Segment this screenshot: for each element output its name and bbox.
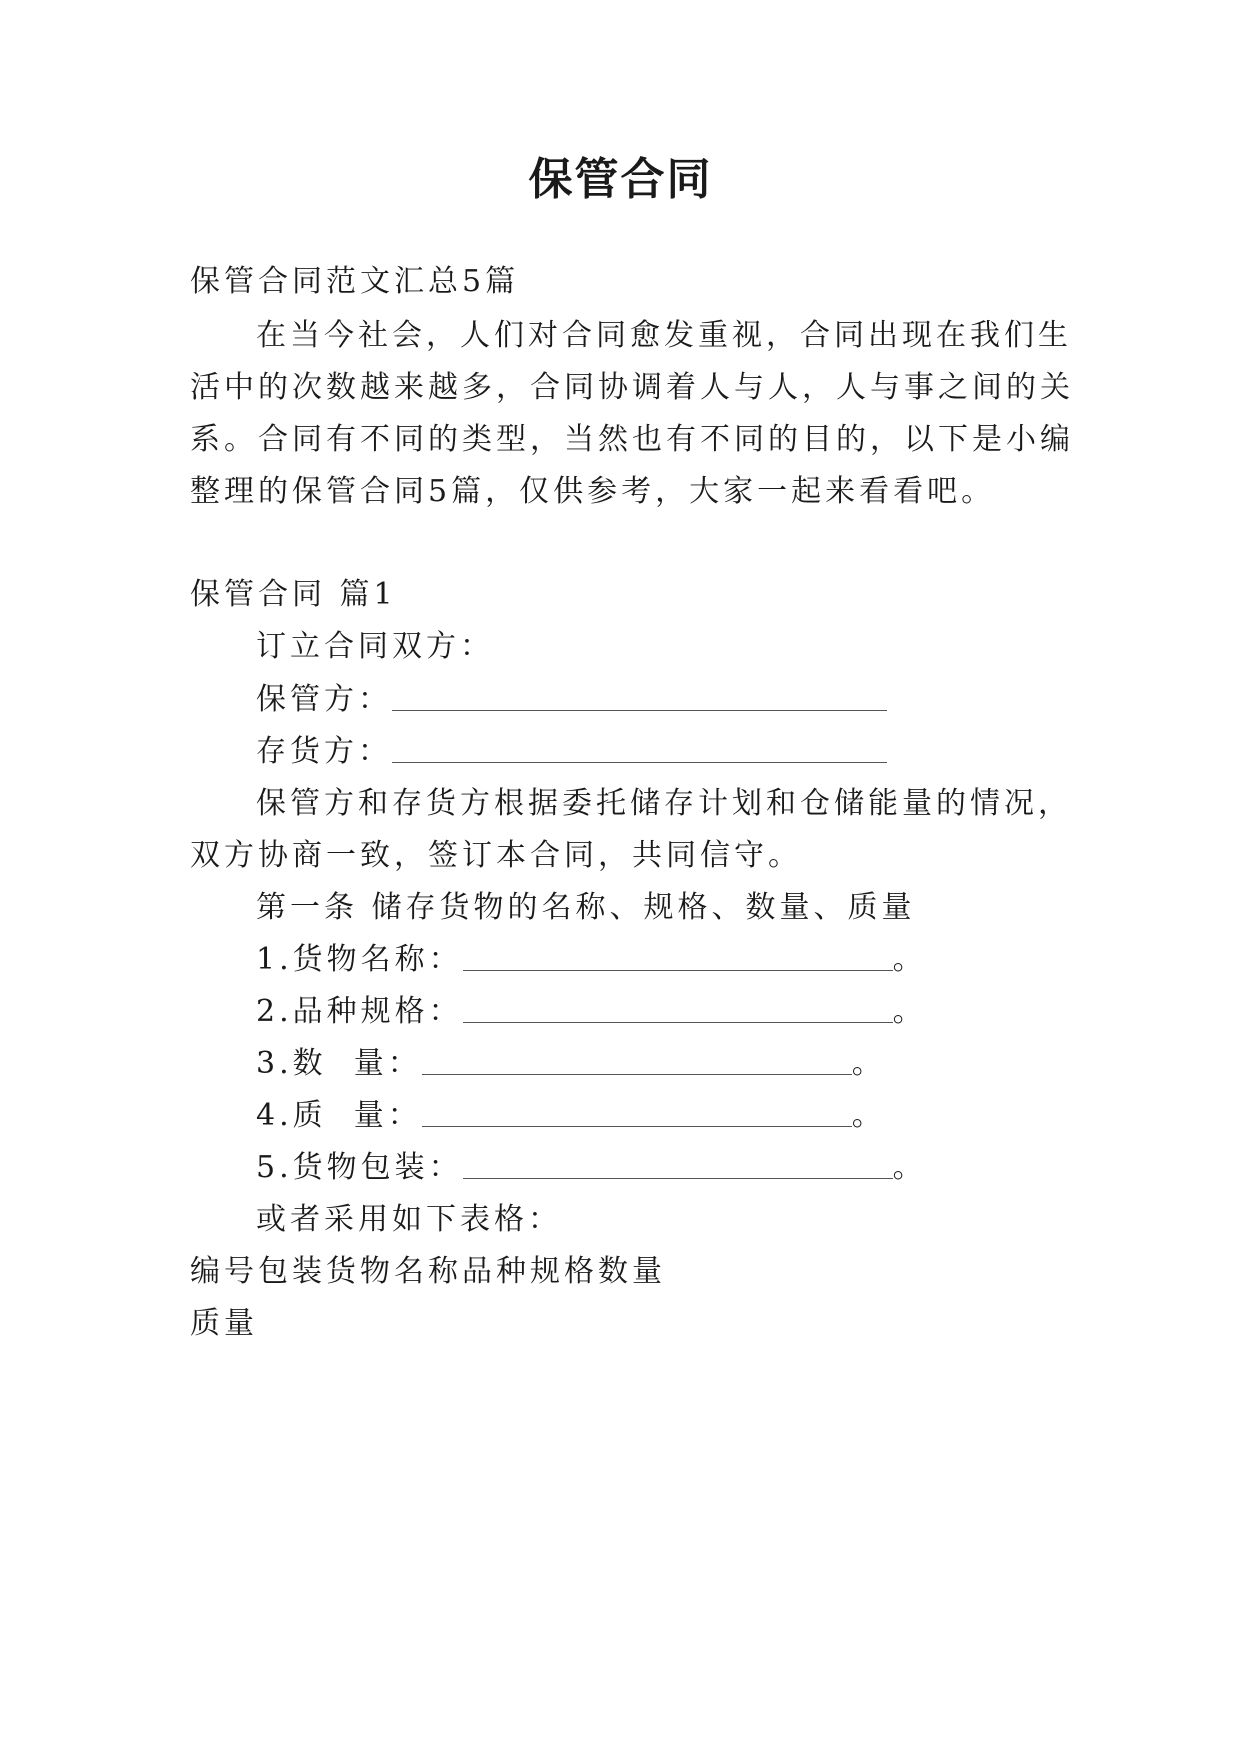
intro-line-4: 整理的保管合同5篇，仅供参考，大家一起来看看吧。 (190, 474, 996, 509)
agreement-line-1: 保管方和存货方根据委托储存计划和仓储能量的情况， (256, 786, 1072, 821)
custodian-label: 保管方： (256, 682, 392, 717)
document-subtitle: 保管合同范文汇总5篇 (190, 264, 520, 299)
item-end-5: 。 (892, 1150, 927, 1185)
item-blank-5 (463, 1152, 893, 1179)
item-end-4: 。 (851, 1098, 886, 1133)
table-intro: 或者采用如下表格： (256, 1202, 562, 1237)
depositor-blank (392, 736, 887, 763)
item-end-3: 。 (851, 1046, 886, 1081)
item-blank-2 (463, 996, 893, 1023)
item-line-1 (256, 940, 927, 980)
agreement-line-2: 双方协商一致，签订本合同，共同信守。 (190, 838, 802, 873)
table-header-line-1: 编号包装货物名称品种规格数量 (190, 1254, 666, 1289)
document-title: 保管合同 (528, 154, 713, 205)
item-line-3 (256, 1044, 886, 1084)
section-heading: 保管合同 篇1 (190, 577, 397, 612)
intro-line-1: 在当今社会，人们对合同愈发重视，合同出现在我们生 (256, 318, 1072, 353)
item-line-2 (256, 992, 927, 1032)
item-blank-1 (463, 944, 893, 971)
item-blank-3 (422, 1048, 852, 1075)
item-end-1: 。 (892, 942, 927, 977)
custodian-line (256, 680, 887, 720)
custodian-blank (392, 684, 887, 711)
item-line-4 (256, 1096, 886, 1136)
item-label-4: 4.质 量： (256, 1098, 422, 1133)
table-header-line-2: 质量 (190, 1306, 258, 1341)
item-label-1: 1.货物名称： (256, 942, 463, 977)
depositor-label: 存货方： (256, 734, 392, 769)
item-blank-4 (422, 1100, 852, 1127)
item-label-5: 5.货物包装： (256, 1150, 463, 1185)
item-label-2: 2.品种规格： (256, 994, 463, 1029)
depositor-line (256, 732, 887, 772)
item-label-3: 3.数 量： (256, 1046, 422, 1081)
item-line-5 (256, 1148, 927, 1188)
article1-heading: 第一条 储存货物的名称、规格、数量、质量 (256, 890, 916, 925)
intro-line-3: 系。合同有不同的类型，当然也有不同的目的，以下是小编 (190, 422, 1074, 457)
item-end-2: 。 (892, 994, 927, 1029)
parties-label: 订立合同双方： (256, 629, 494, 664)
intro-line-2: 活中的次数越来越多，合同协调着人与人，人与事之间的关 (190, 370, 1074, 405)
